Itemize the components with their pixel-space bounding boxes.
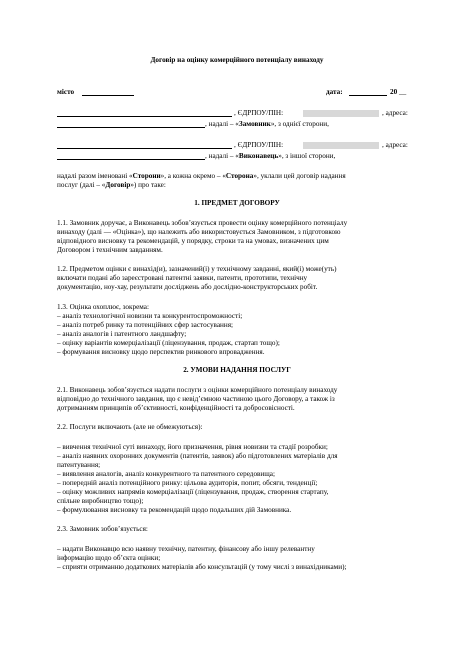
list-item: – аналіз аналогів і патентного ландшафту;	[57, 330, 187, 338]
list-item: – надати Виконавцю всю наявну технічну, патентну, фінансову або іншу релевантну	[57, 545, 315, 553]
date-year: 20 __	[390, 88, 407, 96]
preamble-line-1: надалі разом іменовані «Сторони», а кожна окремо – «Сторона», уклали цей договір надання	[57, 172, 346, 180]
party2-name-field[interactable]	[57, 141, 232, 149]
clause-1-1-line: винаходу (далі — «Оцінка»), що належить або використовується Замовником, з підготовкою	[57, 228, 341, 236]
list-item: – оцінку варіантів комерціалізації (ліцензування, продаж, стартап тощо);	[57, 339, 280, 347]
date-field[interactable]	[349, 88, 387, 96]
list-item: – виявлення аналогів, аналіз конкурентного та патентного середовища;	[57, 470, 275, 478]
list-item: – аналіз технологічної новизни та конкурентоспроможності;	[57, 312, 243, 320]
list-item: патентування;	[57, 461, 101, 469]
clause-2-2-intro: 2.2. Послуги включають (але не обмежуються):	[57, 423, 203, 431]
party1-name-field[interactable]	[57, 109, 232, 117]
party1-edrpou-field[interactable]	[303, 110, 379, 117]
list-item: – попередній аналіз потенційного ринку: цільова аудиторія, попит, обсяги, тенденції;	[57, 479, 318, 487]
clause-1-3-intro: 1.3. Оцінка охоплює, зокрема:	[57, 303, 149, 311]
party2-edrpou-label: , ЄДРПОУ/ПІН:	[234, 141, 284, 149]
city-field[interactable]	[82, 88, 134, 96]
section2-heading: 2. УМОВИ НАДАННЯ ПОСЛУГ	[183, 366, 291, 374]
list-item: – аналіз наявних охоронних документів (патентів, заявок) або підготовлених матеріалів для	[57, 452, 338, 460]
party2-role-line: , надалі – «Виконавець», з іншої сторони,	[205, 152, 336, 160]
clause-1-1-line: Договором і технічним завданням.	[57, 246, 163, 254]
document-title: Договір на оцінку комерційного потенціалу винаходу	[150, 56, 324, 64]
clause-2-1-line: дотриманням принципів об’єктивності, конфіденційності та добросовісності.	[57, 404, 295, 412]
party1-role-line: , надалі – «Замовник», з однієї сторони,	[205, 120, 329, 128]
date-label: дата:	[326, 88, 343, 96]
clause-1-1-line: 1.1. Замовник доручає, а Виконавець зобов’язується провести оцінку комерційного потенціалу	[57, 219, 348, 227]
city-label: місто	[57, 88, 75, 96]
list-item: спільне виробництво тощо);	[57, 497, 144, 505]
list-item: – оцінку можливих напрямів комерціалізації (ліцензування, продаж, створення стартапу,	[57, 488, 329, 496]
list-item: інформацію щодо об’єкта оцінки;	[57, 554, 161, 562]
section1-heading: 1. ПРЕДМЕТ ДОГОВОРУ	[194, 199, 280, 207]
list-item: – формулювання висновку та рекомендацій щодо подальших дій Замовника.	[57, 506, 292, 514]
list-item: – формування висновку щодо перспектив ринкового впровадження.	[57, 348, 265, 356]
clause-1-2-line: документацію, ноу-хау, результати досліджень або дослідно-конструкторських робіт.	[57, 283, 318, 291]
list-item: – вивчення технічної суті винаходу, його призначення, рівня новизни та стадії розробки;	[57, 443, 328, 451]
party2-address-label: , адреса:	[382, 141, 408, 149]
party1-address-field[interactable]	[57, 120, 205, 128]
party1-edrpou-label: , ЄДРПОУ/ПІН:	[234, 109, 284, 117]
clause-1-2-line: включати подані або зареєстровані патентні заявки, патенти, прототипи, технічну	[57, 274, 308, 282]
party2-address-field[interactable]	[57, 152, 205, 160]
list-item: – аналіз потреб ринку та потенційних сфер застосування;	[57, 321, 234, 329]
clause-2-1-line: відповідно до технічного завдання, що є невід’ємною частиною цього Договору, а також із	[57, 395, 335, 403]
preamble-line-2: послуг (далі – «Договір») про таке:	[57, 181, 166, 189]
clause-2-1-line: 2.1. Виконавець зобов’язується надати послуги з оцінки комерційного потенціалу винаходу	[57, 386, 338, 394]
clause-1-2-line: 1.2. Предметом оцінки є винахід(и), зазначений(і) у технічному завданні, який(і) може(уть)	[57, 265, 337, 273]
clause-1-1-line: відповідного висновку та рекомендацій, у порядку, строки та на умовах, визначених цим	[57, 237, 329, 245]
party1-address-label: , адреса:	[382, 109, 408, 117]
party2-edrpou-field[interactable]	[303, 142, 379, 149]
clause-2-3-intro: 2.3. Замовник зобов’язується:	[57, 525, 148, 533]
list-item: – сприяти отриманню додаткових матеріалів або консультацій (у тому числі з винахідниками);	[57, 563, 347, 571]
